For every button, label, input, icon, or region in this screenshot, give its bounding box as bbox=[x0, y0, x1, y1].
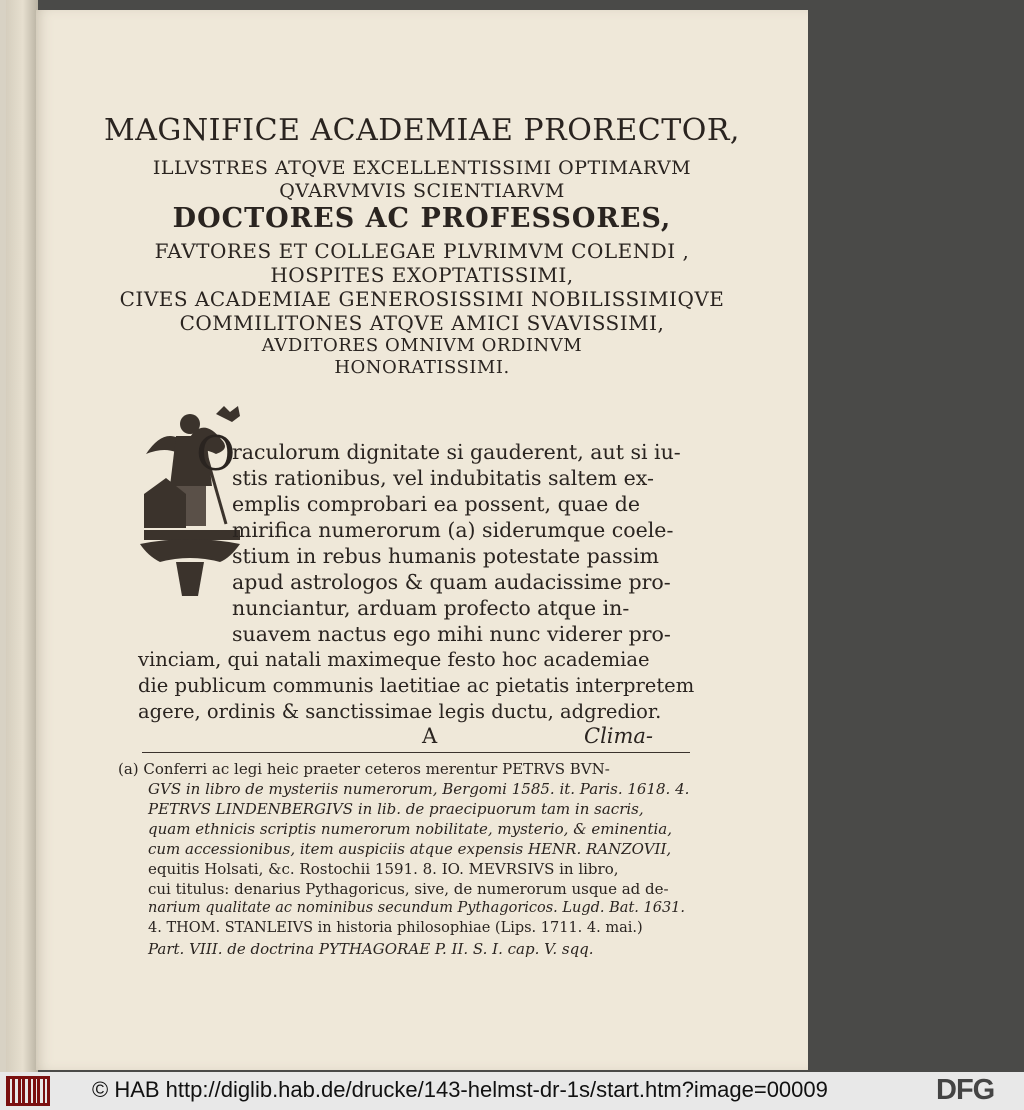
drop-cap: O bbox=[196, 426, 236, 482]
viewer-footer bbox=[0, 1072, 1024, 1110]
footnote-line-7: cui titulus: denarius Pythagoricus, sive, de numerorum usque ad de- bbox=[148, 880, 669, 898]
body-line-5: stium in rebus humanis potestate passim bbox=[232, 544, 659, 568]
heading-line-9: AVDITORES OMNIVM ORDINVM bbox=[261, 335, 583, 356]
footnote-line-4: quam ethnicis scriptis numerorum nobilitate, mysterio, & eminentia, bbox=[148, 820, 672, 838]
heading-line-7: CIVES ACADEMIAE GENEROSISSIMI NOBILISSIMIQVE bbox=[119, 287, 725, 311]
heading-line-6: HOSPITES EXOPTATISSIMI, bbox=[270, 263, 574, 287]
heading-line-8: COMMILITONES ATQVE AMICI SVAVISSIMI, bbox=[179, 311, 665, 335]
body-line-2: stis rationibus, vel indubitatis saltem ex- bbox=[232, 466, 654, 490]
body-line-7: nunciantur, arduam profecto atque in- bbox=[232, 596, 630, 620]
dfg-logo: DFG bbox=[936, 1074, 995, 1106]
body-line-8: suavem nactus ego mihi nunc viderer pro- bbox=[232, 622, 671, 646]
footnote-rule bbox=[142, 752, 690, 753]
heading-line-2: ILLVSTRES ATQVE EXCELLENTISSIMI OPTIMARVM bbox=[152, 157, 692, 179]
barcode-icon bbox=[6, 1076, 50, 1106]
footnote-line-8: narium qualitate ac nominibus secundum Pythagoricos. Lugd. Bat. 1631. bbox=[148, 900, 686, 916]
facing-page-margin bbox=[0, 0, 6, 1072]
footnote-line-6: equitis Holsati, &c. Rostochii 1591. 8. IO. MEVRSIVS in libro, bbox=[148, 860, 619, 878]
heading-line-3: QVARVMVIS SCIENTIARVM bbox=[279, 180, 565, 202]
heading-line-5: FAVTORES ET COLLEGAE PLVRIMVM COLENDI , bbox=[154, 239, 690, 263]
signature-mark: A bbox=[422, 724, 438, 748]
footnote-line-5: cum accessionibus, item auspiciis atque expensis HENR. RANZOVII, bbox=[148, 840, 672, 858]
footnote-line-2: GVS in libro de mysteriis numerorum, Bergomi 1585. it. Paris. 1618. 4. bbox=[148, 780, 690, 798]
body-line-6: apud astrologos & quam audacissime pro- bbox=[232, 570, 671, 594]
body-line-10: die publicum communis laetitiae ac pietatis interpretem bbox=[138, 674, 695, 697]
heading-line-10: HONORATISSIMI. bbox=[334, 357, 510, 378]
catchword: Clima- bbox=[584, 724, 654, 748]
footnote-line-9: 4. THOM. STANLEIVS in historia philosophiae (Lips. 1711. 4. mai.) bbox=[148, 920, 643, 936]
source-link[interactable]: © HAB http://diglib.hab.de/drucke/143-helmst-dr-1s/start.htm?image=00009 bbox=[92, 1077, 828, 1102]
footnote-line-10: Part. VIII. de doctrina PYTHAGORAE P. II. S. I. cap. V. sqq. bbox=[148, 940, 594, 958]
body-line-3: emplis comprobari ea possent, quae de bbox=[232, 492, 641, 516]
heading-line-4: DOCTORES AC PROFESSORES, bbox=[172, 203, 672, 234]
body-line-1: raculorum dignitate si gauderent, aut si iu- bbox=[232, 440, 681, 464]
scanned-page bbox=[36, 10, 808, 1070]
body-line-4: mirifica numerorum (a) siderumque coele- bbox=[232, 518, 674, 542]
body-line-9: vinciam, qui natali maximeque festo hoc academiae bbox=[138, 648, 650, 671]
heading-line-1: MAGNIFICE ACADEMIAE PRORECTOR, bbox=[104, 113, 740, 148]
footnote-line-1: (a) Conferri ac legi heic praeter ceteros merentur PETRVS BVN- bbox=[118, 760, 610, 778]
body-line-11: agere, ordinis & sanctissimae legis ductu, adgredior. bbox=[138, 700, 662, 723]
footnote-line-3: PETRVS LINDENBERGIVS in lib. de praecipuorum tam in sacris, bbox=[148, 800, 644, 818]
